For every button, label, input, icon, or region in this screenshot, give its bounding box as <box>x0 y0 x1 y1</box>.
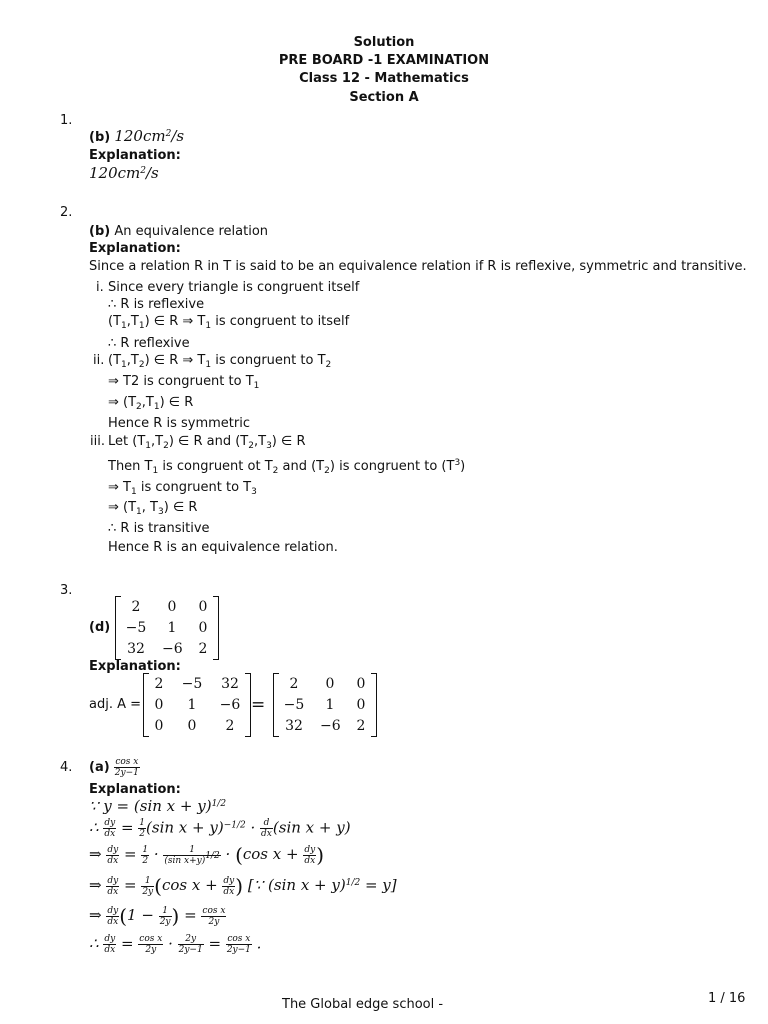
matrix-cell: −5 <box>283 697 305 713</box>
explanation-line: ⇒ T2 is congruent to $T_1$ <box>108 374 260 391</box>
explanation-line: ∴ R is transitive <box>108 521 210 536</box>
derivation-line: ⇒ $\frac{dy}{dx}$ (1 − $\frac{1}{2y}$ ) = $\frac{\text{cos x}}{2y}$ <box>89 904 226 928</box>
explanation-line: ∴ R is reflexive <box>108 297 205 312</box>
explanation-label: Explanation: <box>89 659 181 674</box>
derivation-line: ∴ $\frac{dy}{dx}$ = $\frac{1}{2}$ (sin x + y)$^{-1/2}$ · $\frac{d}{dx}$ (sin x + y) <box>89 818 351 839</box>
explanation-line: ⇒ $(T_2,T_1)$ ∈ R <box>108 395 194 412</box>
matrix-cell: 0 <box>198 599 208 615</box>
matrix-cell: 0 <box>356 676 366 692</box>
explanation-value: $120cm^2/s$ <box>89 164 159 182</box>
matrix-cell: 1 <box>325 697 335 713</box>
explanation-line: Hence R is an equivalence relation. <box>108 540 338 555</box>
answer-fraction: $\frac{\text{cos x}}{2y-1}$ <box>114 757 139 778</box>
matrix-cell: 32 <box>127 641 145 657</box>
matrix-cell: 32 <box>285 718 303 734</box>
derivation-line: ∴ $\frac{dy}{dx}$ = $\frac{\text{cos x}}{2y}$ · $\frac{2y}{2y-1}$ = $\frac{\text{cos x}}{2y-1}$ . <box>89 934 262 955</box>
list-marker: ii. <box>93 353 105 368</box>
answer-matrix <box>115 596 219 660</box>
adj-label: adj. A = <box>89 697 142 712</box>
derivation-line: ∵ y = (sin x + y)$^{1/2}$ <box>89 797 227 815</box>
footer-school: The Global edge school - <box>282 997 444 1012</box>
explanation-line: $(T_1,T_2)$ ∈ R ⇒ $T_1$ is congruent to $T_2$ <box>108 353 332 370</box>
matrix-cell: 2 <box>154 676 164 692</box>
exam-title: PRE BOARD -1 EXAMINATION <box>278 53 490 68</box>
matrix-cell: −6 <box>320 718 341 734</box>
explanation-line: Hence R is symmetric <box>108 416 250 431</box>
explanation-line: ⇒ ($T_1$, $T_3$) ∈ R <box>108 500 198 517</box>
explanation-label: Explanation: <box>89 241 181 256</box>
answer-value: 120cm <box>114 127 166 145</box>
matrix-cell: 2 <box>289 676 299 692</box>
answer-text: An equivalence relation <box>114 224 269 239</box>
matrix-cell: 0 <box>154 697 164 713</box>
matrix-cell: 32 <box>221 676 239 692</box>
question-number: 1. <box>60 113 73 128</box>
matrix-cell: 0 <box>198 620 208 636</box>
question-number: 3. <box>60 583 73 598</box>
matrix-cell: 0 <box>187 718 197 734</box>
explanation-line: $(T_1,T_1)$ ∈ R ⇒ $T_1$ is congruent to itself <box>108 314 350 331</box>
list-marker: iii. <box>90 434 105 449</box>
explanation-line: ⇒ $T_1$ is congruent to $T_3$ <box>108 480 257 497</box>
explanation-label: Explanation: <box>89 148 181 163</box>
question-number: 2. <box>60 205 73 220</box>
page-number: 1 / 16 <box>708 991 746 1006</box>
matrix-cell: −5 <box>181 676 203 692</box>
answer-exponent: 2 <box>165 129 172 139</box>
matrix-cell: −5 <box>125 620 147 636</box>
matrix-cell: 2 <box>131 599 141 615</box>
explanation-line: Then $T_1$ is congruent ot $T_2$ and $(T_2)$ is congruent to $(T^3)$ <box>108 458 466 476</box>
matrix-cell: 0 <box>356 697 366 713</box>
answer-option: (a) <box>89 760 110 775</box>
derivation-line: ⇒ $\frac{dy}{dx}$ = $\frac{1}{2y}$ (cos x + $\frac{dy}{dx}$ ) [∵ (sin x + y)$^{1/2}$ = y] <box>89 874 397 898</box>
answer-line <box>89 127 184 145</box>
matrix-cell: 2 <box>198 641 208 657</box>
explanation-intro: Since a relation R in T is said to be an equivalence relation if R is reflexive, symmetric and transitive. <box>89 259 747 274</box>
matrix-cell: 1 <box>187 697 197 713</box>
result-matrix <box>273 673 377 737</box>
explanation-line: ∴ R reflexive <box>108 336 190 351</box>
matrix-cell: 0 <box>325 676 335 692</box>
adj-matrix <box>143 673 251 737</box>
answer-option: (b) <box>89 130 111 145</box>
explanation-line: Let $(T_1,T_2)$ ∈ R and $(T_2,T_3)$ ∈ R <box>108 434 306 451</box>
answer-option: (b) <box>89 224 111 239</box>
answer-line <box>89 224 268 239</box>
list-marker: i. <box>96 280 104 295</box>
answer-option: (d) <box>89 620 111 635</box>
derivation-line: ⇒ $\frac{dy}{dx}$ = $\frac{1}{2}$ · $\frac{1}{(\sin x+y)^{1/2}}$ · (cos x + $\frac{dy}{dx}$ ) <box>89 843 325 867</box>
explanation-line: Since every triangle is congruent itself <box>108 280 360 295</box>
doc-title: Solution <box>353 35 415 50</box>
section-title: Section A <box>349 90 419 105</box>
matrix-cell: 1 <box>167 620 177 636</box>
answer-unit: /s <box>171 127 185 145</box>
matrix-cell: 2 <box>356 718 366 734</box>
matrix-cell: −6 <box>219 697 241 713</box>
matrix-cell: 0 <box>167 599 177 615</box>
matrix-cell: 0 <box>154 718 164 734</box>
answer-line <box>89 757 140 778</box>
explanation-label: Explanation: <box>89 782 181 797</box>
class-title: Class 12 - Mathematics <box>299 71 469 86</box>
matrix-cell: 2 <box>225 718 235 734</box>
question-number: 4. <box>60 760 73 775</box>
matrix-cell: −6 <box>162 641 183 657</box>
equals-sign: = <box>251 695 266 715</box>
